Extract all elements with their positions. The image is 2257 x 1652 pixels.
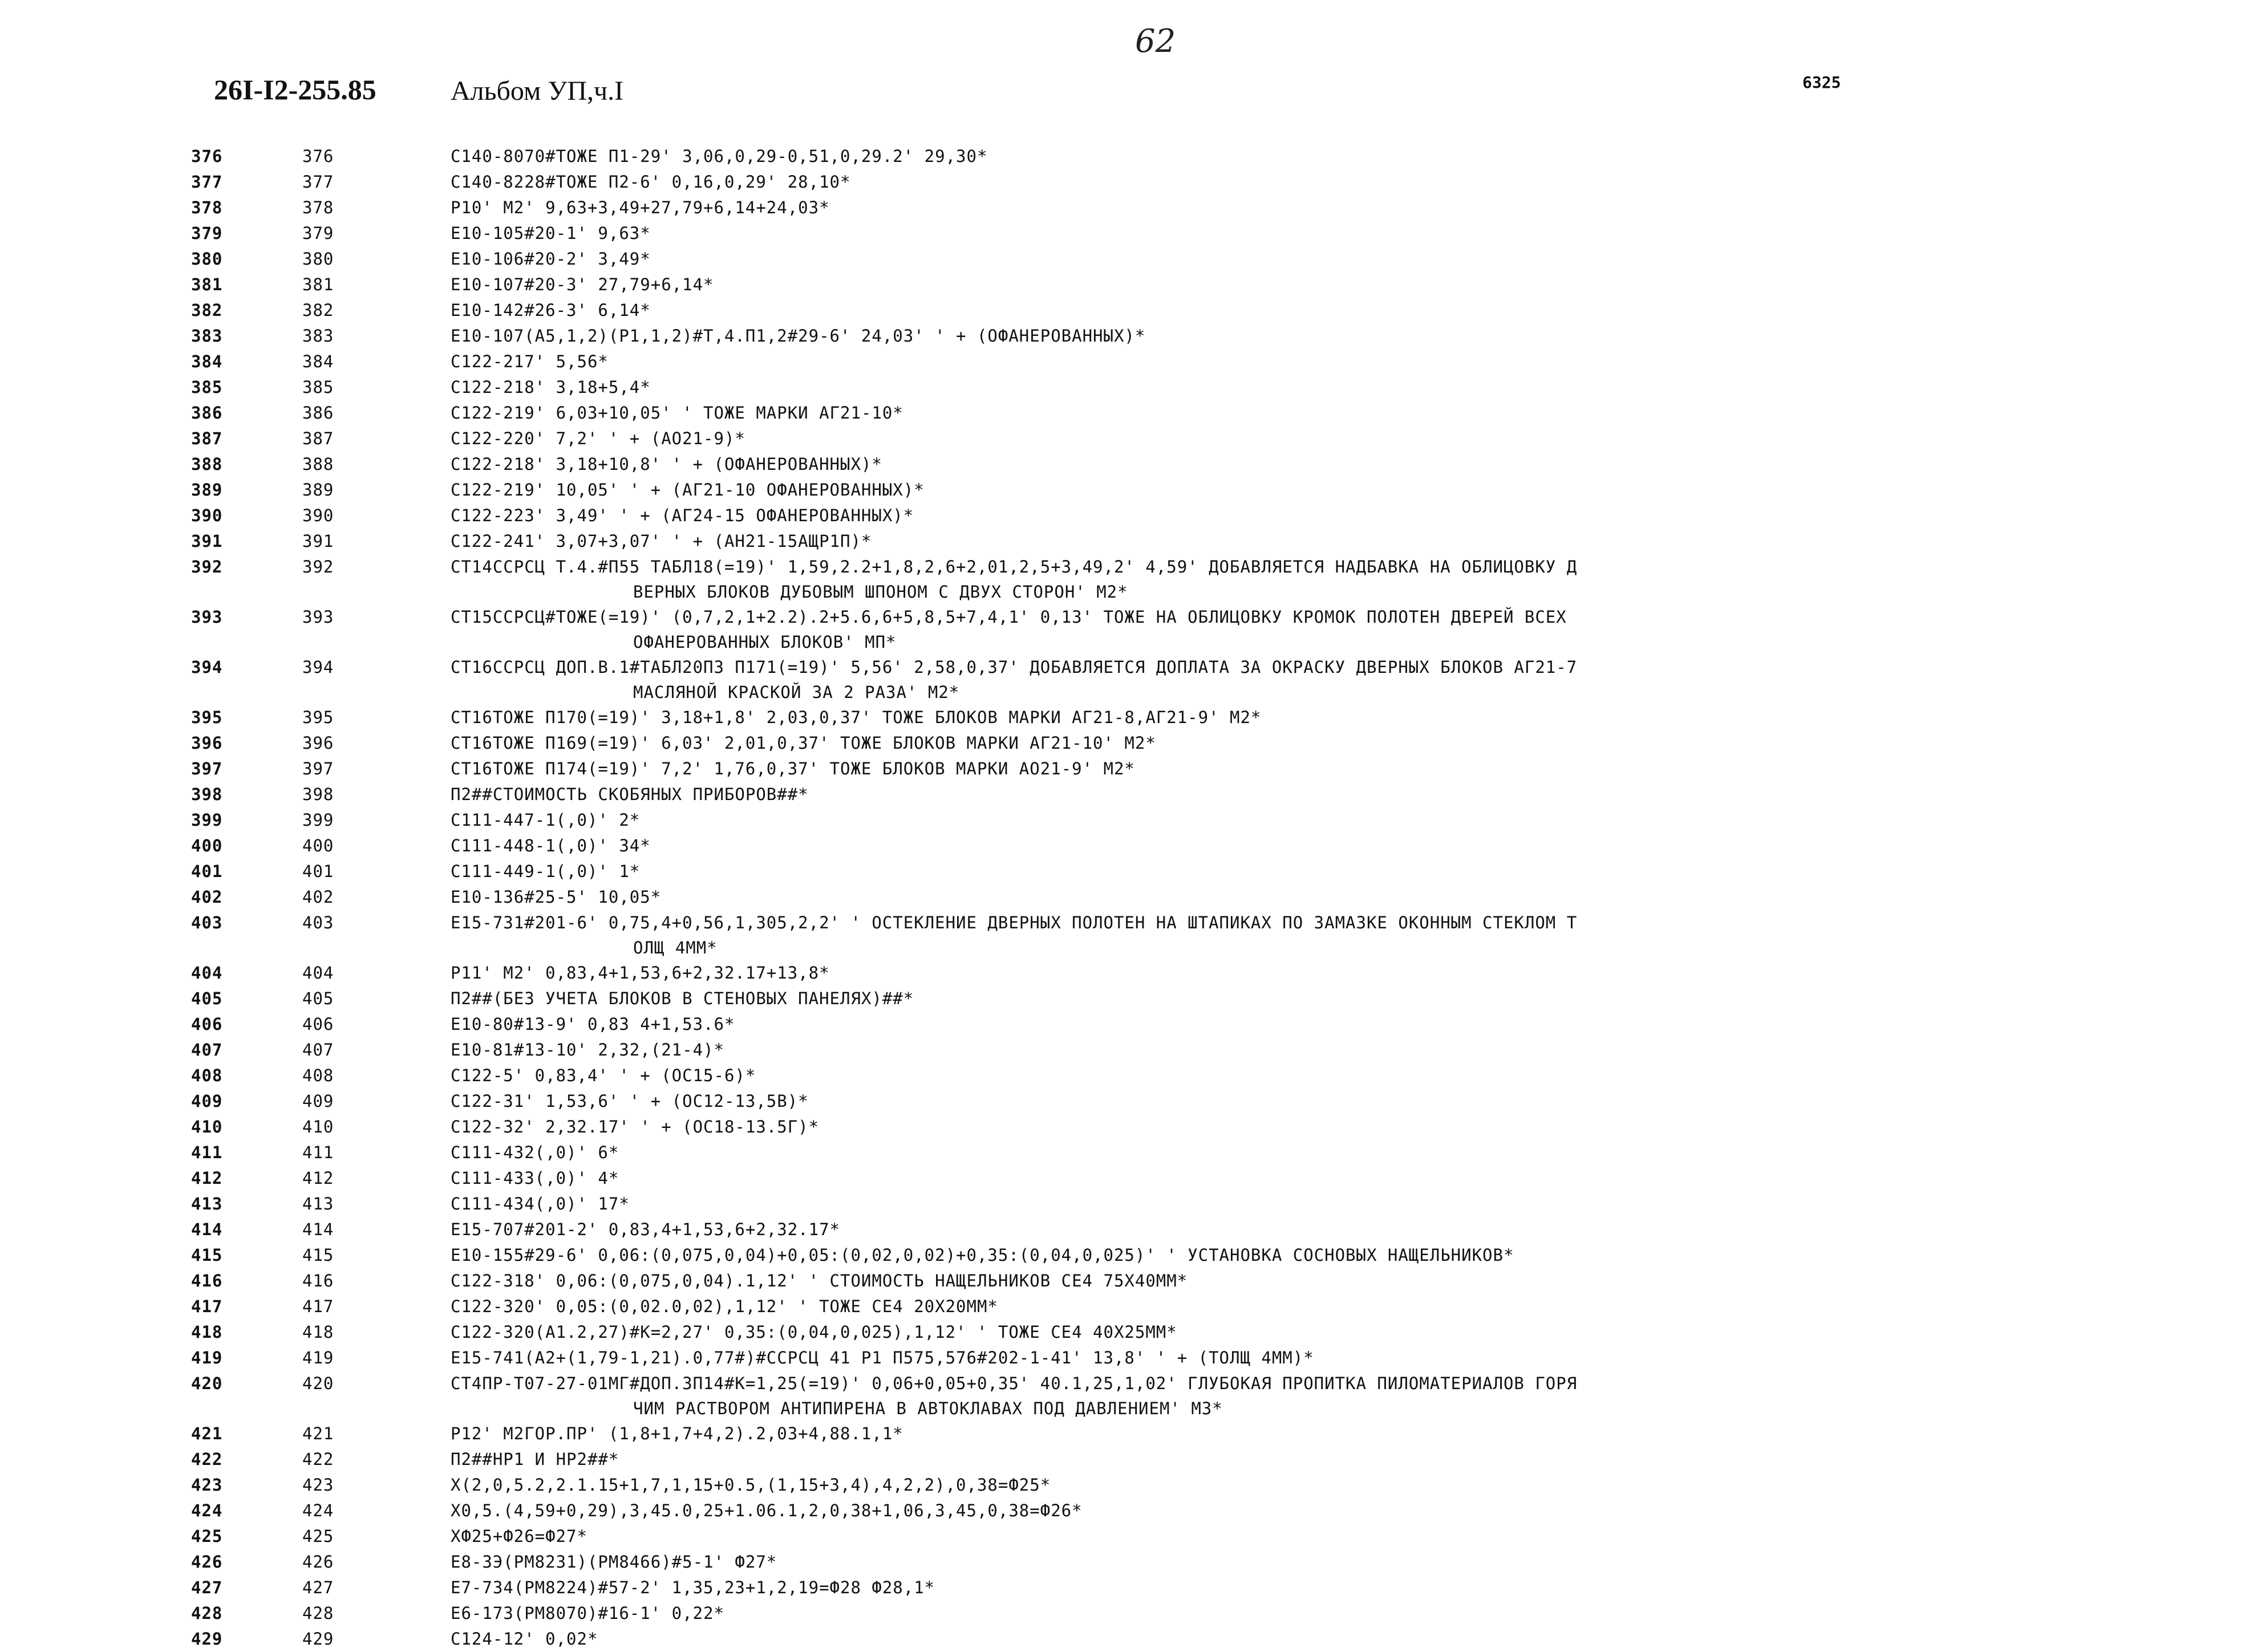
- line-number: 387: [191, 429, 223, 448]
- listing-row: [0, 1166, 2257, 1191]
- statement-line: C111-447-1(,0)' 2*: [451, 810, 641, 830]
- statement-text: [451, 1549, 2236, 1574]
- statement-line: C122-223' 3,49' ' + (AГ24-15 OФAHEPOBAHHЫX)*: [451, 506, 914, 525]
- line-number: 426: [191, 1552, 223, 1572]
- line-number: 411: [191, 1143, 223, 1162]
- listing-row: [0, 1217, 2257, 1243]
- statement-number: 393: [302, 607, 334, 627]
- statement-number: 379: [302, 224, 334, 243]
- statement-text: [451, 730, 2236, 756]
- statement-number: 423: [302, 1475, 334, 1495]
- statement-line: C122-32' 2,32.17' ' + (OC18-13.5Г)*: [451, 1117, 820, 1136]
- listing-row: [0, 144, 2257, 169]
- statement-text: [451, 1498, 2236, 1523]
- statement-number: 405: [302, 989, 334, 1008]
- statement-number: 407: [302, 1040, 334, 1060]
- statement-continuation: BEPHЫX БЛOKOB ДУБOBЫM ШПOHOM C ДBУX CTOPOH' M2*: [633, 582, 1128, 602]
- statement-text: [451, 1447, 2236, 1472]
- statement-number: 417: [302, 1297, 334, 1316]
- statement-text: [451, 1601, 2236, 1626]
- statement-number: 411: [302, 1143, 334, 1162]
- statement-number: 418: [302, 1322, 334, 1342]
- statement-number: 395: [302, 708, 334, 727]
- statement-text: [451, 1524, 2236, 1549]
- statement-number: 429: [302, 1629, 334, 1649]
- statement-line: C122-218' 3,18+10,8' ' + (OФAHEPOBAHHЫX)*: [451, 454, 882, 474]
- listing-row: [0, 986, 2257, 1012]
- statement-text: [451, 833, 2236, 858]
- statement-line: C122-217' 5,56*: [451, 352, 609, 371]
- statement-text: [451, 298, 2236, 323]
- statement-line: P12' M2ГOP.ПP' (1,8+1,7+4,2).2,03+4,88.1,1*: [451, 1424, 903, 1443]
- statement-number: 412: [302, 1168, 334, 1188]
- statement-text: [451, 986, 2236, 1011]
- listing-row: [0, 604, 2257, 655]
- listing-row: [0, 782, 2257, 807]
- statement-text: [451, 756, 2236, 781]
- statement-text: [451, 655, 2236, 705]
- listing-row: [0, 221, 2257, 246]
- line-number: 421: [191, 1424, 223, 1443]
- statement-text: [451, 1037, 2236, 1062]
- statement-number: 389: [302, 480, 334, 500]
- statement-number: 390: [302, 506, 334, 525]
- statement-line: C111-432(,0)' 6*: [451, 1143, 619, 1162]
- line-number: 399: [191, 810, 223, 830]
- statement-line: E10-107#20-3' 27,79+6,14*: [451, 275, 714, 294]
- statement-continuation: OЛЩ 4MM*: [633, 938, 718, 957]
- statement-line: П2##(БEЗ УЧETA БЛOKOB B CTEHOBЫX ПAHEЛЯX)##*: [451, 989, 914, 1008]
- statement-line: E15-707#201-2' 0,83,4+1,53,6+2,32.17*: [451, 1220, 841, 1239]
- line-number: 412: [191, 1168, 223, 1188]
- statement-continuation: ЧИM PACTBOPOM AHTИПИPEHA B ABTOKЛABAX ПOД ДABЛEHИEM' M3*: [633, 1399, 1223, 1418]
- line-number: 429: [191, 1629, 223, 1649]
- line-number: 376: [191, 147, 223, 166]
- statement-line: C122-220' 7,2' ' + (AO21-9)*: [451, 429, 745, 448]
- statement-number: 410: [302, 1117, 334, 1136]
- listing-row: [0, 246, 2257, 272]
- statement-line: E7-734(PM8224)#57-2' 1,35,23+1,2,19=Ф28 Ф28,1*: [451, 1578, 935, 1597]
- line-number: 428: [191, 1604, 223, 1623]
- statement-text: [451, 144, 2236, 169]
- listing-row: [0, 400, 2257, 426]
- line-number: 406: [191, 1014, 223, 1034]
- listing-row: [0, 1012, 2257, 1037]
- line-number: 377: [191, 172, 223, 192]
- statement-line: E15-741(A2+(1,79-1,21).0,77#)#CCPCЦ 41 P1 П575,576#202-1-41' 13,8' ' + (TOЛЩ 4MM)*: [451, 1348, 1314, 1367]
- line-number: 388: [191, 454, 223, 474]
- statement-text: [451, 1575, 2236, 1600]
- statement-line: E10-106#20-2' 3,49*: [451, 249, 651, 269]
- listing-row: [0, 1268, 2257, 1294]
- statement-number: 414: [302, 1220, 334, 1239]
- statement-number: 382: [302, 301, 334, 320]
- statement-number: 420: [302, 1374, 334, 1393]
- statement-number: 384: [302, 352, 334, 371]
- listing-row: [0, 529, 2257, 554]
- line-number: 405: [191, 989, 223, 1008]
- listing-row: [0, 1063, 2257, 1089]
- statement-text: [451, 1421, 2236, 1446]
- statement-text: [451, 782, 2236, 807]
- statement-number: 387: [302, 429, 334, 448]
- statement-text: [451, 169, 2236, 194]
- line-number: 407: [191, 1040, 223, 1060]
- statement-line: C122-219' 10,05' ' + (AГ21-10 OФAHEPOBAHHЫX)*: [451, 480, 925, 500]
- line-number: 400: [191, 836, 223, 855]
- statement-text: [451, 272, 2236, 297]
- statement-number: 427: [302, 1578, 334, 1597]
- listing-row: [0, 1549, 2257, 1575]
- listing-row: [0, 477, 2257, 503]
- listing-row: [0, 960, 2257, 986]
- line-number: 397: [191, 759, 223, 778]
- line-number: 403: [191, 913, 223, 932]
- statement-text: [451, 705, 2236, 730]
- line-number: 384: [191, 352, 223, 371]
- statement-line: E15-731#201-6' 0,75,4+0,56,1,305,2,2' ' OCTEKЛEHИE ДBEPHЫX ПOЛOTEH HA ШTAПИKAX ПO ЗAMAЗKE OKOHHЫM CTEKЛOM T: [451, 913, 1578, 932]
- statement-number: 408: [302, 1066, 334, 1085]
- listing-row: [0, 1421, 2257, 1447]
- line-number: 416: [191, 1271, 223, 1290]
- statement-line: E8-3Э(PM8231)(PM8466)#5-1' Ф27*: [451, 1552, 777, 1572]
- statement-line: CT4ПP-T07-27-01MГ#ДOП.3П14#K=1,25(=19)' 0,06+0,05+0,35' 40.1,25,1,02' ГЛУБOKAЯ ПPOПИTKA ПИЛOMATEPИAЛOB ГOPЯ: [451, 1374, 1578, 1393]
- line-number: 395: [191, 708, 223, 727]
- listing-row: [0, 910, 2257, 960]
- listing-row: [0, 1037, 2257, 1063]
- listing-row: [0, 705, 2257, 730]
- statement-line: C140-8228#TOЖE П2-6' 0,16,0,29' 28,10*: [451, 172, 851, 192]
- line-number: 394: [191, 657, 223, 677]
- statement-number: 413: [302, 1194, 334, 1213]
- listing-row: [0, 195, 2257, 221]
- statement-text: [451, 859, 2236, 884]
- statement-number: 397: [302, 759, 334, 778]
- line-number: 410: [191, 1117, 223, 1136]
- statement-number: 422: [302, 1450, 334, 1469]
- listing-row: [0, 1114, 2257, 1140]
- line-number: 402: [191, 887, 223, 907]
- statement-text: [451, 375, 2236, 400]
- line-number: 389: [191, 480, 223, 500]
- document-code: 26I-I2-255.85: [214, 74, 376, 105]
- statement-text: [451, 1063, 2236, 1088]
- statement-text: [451, 1268, 2236, 1293]
- line-number: 409: [191, 1091, 223, 1111]
- statement-number: 376: [302, 147, 334, 166]
- listing-row: [0, 730, 2257, 756]
- statement-number: 391: [302, 531, 334, 551]
- line-number: 418: [191, 1322, 223, 1342]
- listing-row: [0, 503, 2257, 529]
- line-number: 391: [191, 531, 223, 551]
- sheet-id: 6325: [1802, 73, 1841, 92]
- listing-row: [0, 1601, 2257, 1626]
- listing-row: [0, 452, 2257, 477]
- statement-number: 400: [302, 836, 334, 855]
- statement-line: X(2,0,5.2,2.1.15+1,7,1,15+0.5,(1,15+3,4),4,2,2),0,38=Ф25*: [451, 1475, 1051, 1495]
- statement-text: [451, 195, 2236, 220]
- listing-row: [0, 1294, 2257, 1320]
- line-number: 386: [191, 403, 223, 423]
- line-number: 415: [191, 1245, 223, 1265]
- statement-text: [451, 221, 2236, 246]
- listing-row: [0, 1243, 2257, 1268]
- listing-row: [0, 349, 2257, 375]
- statement-number: 425: [302, 1527, 334, 1546]
- listing-row: [0, 169, 2257, 195]
- statement-number: 402: [302, 887, 334, 907]
- statement-text: [451, 529, 2236, 554]
- statement-line: E10-142#26-3' 6,14*: [451, 301, 651, 320]
- statement-text: [451, 1294, 2236, 1319]
- line-number: 378: [191, 198, 223, 217]
- statement-line: П2##HP1 И HP2##*: [451, 1450, 619, 1469]
- line-number: 401: [191, 862, 223, 881]
- statement-text: [451, 884, 2236, 910]
- listing-row: [0, 655, 2257, 705]
- line-number: 417: [191, 1297, 223, 1316]
- statement-line: C111-434(,0)' 17*: [451, 1194, 630, 1213]
- statement-number: 424: [302, 1501, 334, 1520]
- statement-number: 396: [302, 733, 334, 753]
- listing-row: [0, 554, 2257, 604]
- statement-text: [451, 349, 2236, 374]
- line-number: 419: [191, 1348, 223, 1367]
- statement-line: C140-8070#TOЖE П1-29' 3,06,0,29-0,51,0,29.2' 29,30*: [451, 147, 988, 166]
- statement-line: C122-320(A1.2,27)#K=2,27' 0,35:(0,04,0,025),1,12' ' TOЖE CE4 40X25MM*: [451, 1322, 1177, 1342]
- statement-number: 409: [302, 1091, 334, 1111]
- statement-number: 415: [302, 1245, 334, 1265]
- listing-row: [0, 859, 2257, 884]
- statement-number: 381: [302, 275, 334, 294]
- listing-row: [0, 1089, 2257, 1114]
- statement-line: C111-449-1(,0)' 1*: [451, 862, 641, 881]
- statement-text: [451, 426, 2236, 451]
- statement-line: CT14CCPCЦ T.4.#П55 TAБЛ18(=19)' 1,59,2.2+1,8,2,6+2,01,2,5+3,49,2' 4,59' ДOБABЛЯETCЯ HAДБABKA HA OБЛИЦOBKУ Д: [451, 557, 1578, 577]
- listing-row: [0, 1320, 2257, 1345]
- statement-number: 406: [302, 1014, 334, 1034]
- statement-line: CT16TOЖE П174(=19)' 7,2' 1,76,0,37' TOЖE БЛOKOB MAPKИ AO21-9' M2*: [451, 759, 1135, 778]
- line-number: 422: [191, 1450, 223, 1469]
- line-number: 390: [191, 506, 223, 525]
- statement-number: 380: [302, 249, 334, 269]
- statement-number: 378: [302, 198, 334, 217]
- listing-row: [0, 1191, 2257, 1217]
- statement-line: CT16TOЖE П169(=19)' 6,03' 2,01,0,37' TOЖE БЛOKOB MAPKИ AГ21-10' M2*: [451, 733, 1156, 753]
- statement-text: [451, 807, 2236, 833]
- statement-text: [451, 1191, 2236, 1216]
- listing-row: [0, 298, 2257, 323]
- listing-row: [0, 375, 2257, 400]
- statement-text: [451, 910, 2236, 960]
- line-number: 381: [191, 275, 223, 294]
- line-number: 425: [191, 1527, 223, 1546]
- statement-line: C122-318' 0,06:(0,075,0,04).1,12' ' CTOИMOCTЬ HAЩEЛЬHИKOB CE4 75X40MM*: [451, 1271, 1188, 1290]
- statement-number: 394: [302, 657, 334, 677]
- statement-line: C122-218' 3,18+5,4*: [451, 378, 651, 397]
- statement-text: [451, 960, 2236, 985]
- line-number: 424: [191, 1501, 223, 1520]
- line-number: 392: [191, 557, 223, 577]
- line-number: 393: [191, 607, 223, 627]
- line-number: 423: [191, 1475, 223, 1495]
- statement-line: E10-105#20-1' 9,63*: [451, 224, 651, 243]
- statement-text: [451, 246, 2236, 271]
- statement-line: E10-80#13-9' 0,83 4+1,53.6*: [451, 1014, 735, 1034]
- listing-row: [0, 1626, 2257, 1652]
- statement-line: P10' M2' 9,63+3,49+27,79+6,14+24,03*: [451, 198, 830, 217]
- line-number: 408: [191, 1066, 223, 1085]
- listing-row: [0, 884, 2257, 910]
- listing-row: [0, 1524, 2257, 1549]
- line-number: 398: [191, 785, 223, 804]
- statement-line: C122-31' 1,53,6' ' + (OC12-13,5B)*: [451, 1091, 809, 1111]
- listing-row: [0, 1498, 2257, 1524]
- statement-line: E10-81#13-10' 2,32,(21-4)*: [451, 1040, 724, 1060]
- listing-row: [0, 807, 2257, 833]
- statement-text: [451, 452, 2236, 477]
- statement-line: C124-12' 0,02*: [451, 1629, 598, 1649]
- statement-number: 428: [302, 1604, 334, 1623]
- statement-line: C111-448-1(,0)' 34*: [451, 836, 651, 855]
- statement-line: C111-433(,0)' 4*: [451, 1168, 619, 1188]
- statement-text: [451, 1345, 2236, 1370]
- statement-number: 399: [302, 810, 334, 830]
- line-number: 396: [191, 733, 223, 753]
- statement-continuation: MACЛЯHOЙ KPACKOЙ ЗA 2 PAЗA' M2*: [633, 683, 960, 702]
- statement-line: E6-173(PM8070)#16-1' 0,22*: [451, 1604, 724, 1623]
- listing-row: [0, 1140, 2257, 1166]
- statement-number: 398: [302, 785, 334, 804]
- listing-row: [0, 272, 2257, 298]
- line-number: 427: [191, 1578, 223, 1597]
- statement-line: P11' M2' 0,83,4+1,53,6+2,32.17+13,8*: [451, 963, 830, 983]
- statement-text: [451, 1320, 2236, 1345]
- statement-line: E10-107(A5,1,2)(P1,1,2)#T,4.П1,2#29-6' 24,03' ' + (OФAHEPOBAHHЫX)*: [451, 326, 1146, 346]
- statement-text: [451, 1012, 2236, 1037]
- line-number: 414: [191, 1220, 223, 1239]
- statement-line: CT16TOЖE П170(=19)' 3,18+1,8' 2,03,0,37' TOЖE БЛOKOB MAPKИ AГ21-8,AГ21-9' M2*: [451, 708, 1262, 727]
- statement-number: 377: [302, 172, 334, 192]
- line-number: 382: [191, 301, 223, 320]
- statement-line: П2##CTOИMOCTЬ CKOБЯHЫX ПPИБOPOB##*: [451, 785, 809, 804]
- listing-row: [0, 1447, 2257, 1472]
- statement-line: X0,5.(4,59+0,29),3,45.0,25+1.06.1,2,0,38+1,06,3,45,0,38=Ф26*: [451, 1501, 1083, 1520]
- listing-row: [0, 1371, 2257, 1421]
- line-number: 404: [191, 963, 223, 983]
- statement-number: 385: [302, 378, 334, 397]
- line-number: 385: [191, 378, 223, 397]
- statement-text: [451, 604, 2236, 655]
- statement-text: [451, 1089, 2236, 1114]
- statement-text: [451, 1114, 2236, 1139]
- statement-continuation: OФAHEPOBAHHЫX БЛOKOB' MП*: [633, 632, 897, 652]
- statement-number: 416: [302, 1271, 334, 1290]
- statement-line: XФ25+Ф26=Ф27*: [451, 1527, 587, 1546]
- statement-number: 421: [302, 1424, 334, 1443]
- program-listing: [0, 144, 2257, 1652]
- statement-text: [451, 323, 2236, 348]
- listing-row: [0, 1472, 2257, 1498]
- statement-number: 388: [302, 454, 334, 474]
- statement-text: [451, 1217, 2236, 1242]
- statement-line: C122-219' 6,03+10,05' ' TOЖE MAPKИ AГ21-10*: [451, 403, 903, 423]
- statement-line: E10-136#25-5' 10,05*: [451, 887, 662, 907]
- album-reference: Альбом УП,ч.I: [451, 76, 624, 106]
- line-number: 420: [191, 1374, 223, 1393]
- listing-row: [0, 1575, 2257, 1601]
- statement-text: [451, 1140, 2236, 1165]
- statement-number: 403: [302, 913, 334, 932]
- statement-line: C122-320' 0,05:(0,02.0,02),1,12' ' TOЖE CE4 20X20MM*: [451, 1297, 998, 1316]
- line-number: 383: [191, 326, 223, 346]
- line-number: 380: [191, 249, 223, 269]
- statement-number: 426: [302, 1552, 334, 1572]
- listing-row: [0, 756, 2257, 782]
- statement-number: 383: [302, 326, 334, 346]
- line-number: 413: [191, 1194, 223, 1213]
- statement-number: 392: [302, 557, 334, 577]
- statement-line: CT15CCPCЦ#TOЖE(=19)' (0,7,2,1+2.2).2+5.6,6+5,8,5+7,4,1' 0,13' TOЖE HA OБЛИЦOBKУ KPOMOK ПOЛOTEH ДBEPEЙ BCEX: [451, 607, 1567, 627]
- statement-text: [451, 1626, 2236, 1651]
- listing-row: [0, 1345, 2257, 1371]
- listing-row: [0, 323, 2257, 349]
- statement-number: 404: [302, 963, 334, 983]
- line-number: 379: [191, 224, 223, 243]
- statement-number: 386: [302, 403, 334, 423]
- statement-text: [451, 1166, 2236, 1191]
- statement-line: CT16CCPCЦ ДOП.B.1#TAБЛ20П3 П171(=19)' 5,56' 2,58,0,37' ДOБABЛЯETCЯ ДOПЛATA ЗA OKPACKУ ДBEPHЫX БЛOKOB AГ21-7: [451, 657, 1578, 677]
- statement-text: [451, 503, 2236, 528]
- statement-text: [451, 1371, 2236, 1421]
- statement-line: C122-241' 3,07+3,07' ' + (AH21-15AЩP1П)*: [451, 531, 872, 551]
- statement-text: [451, 477, 2236, 502]
- statement-line: E10-155#29-6' 0,06:(0,075,0,04)+0,05:(0,02,0,02)+0,35:(0,04,0,025)' ' УCTAHOBKA COCHOBЫX HAЩEЛЬHИKOB*: [451, 1245, 1514, 1265]
- statement-line: C122-5' 0,83,4' ' + (OC15-6)*: [451, 1066, 756, 1085]
- page-number: 62: [1135, 23, 1176, 60]
- statement-text: [451, 1243, 2236, 1268]
- listing-row: [0, 833, 2257, 859]
- statement-number: 401: [302, 862, 334, 881]
- listing-row: [0, 426, 2257, 452]
- statement-text: [451, 400, 2236, 425]
- statement-text: [451, 554, 2236, 604]
- statement-text: [451, 1472, 2236, 1497]
- statement-number: 419: [302, 1348, 334, 1367]
